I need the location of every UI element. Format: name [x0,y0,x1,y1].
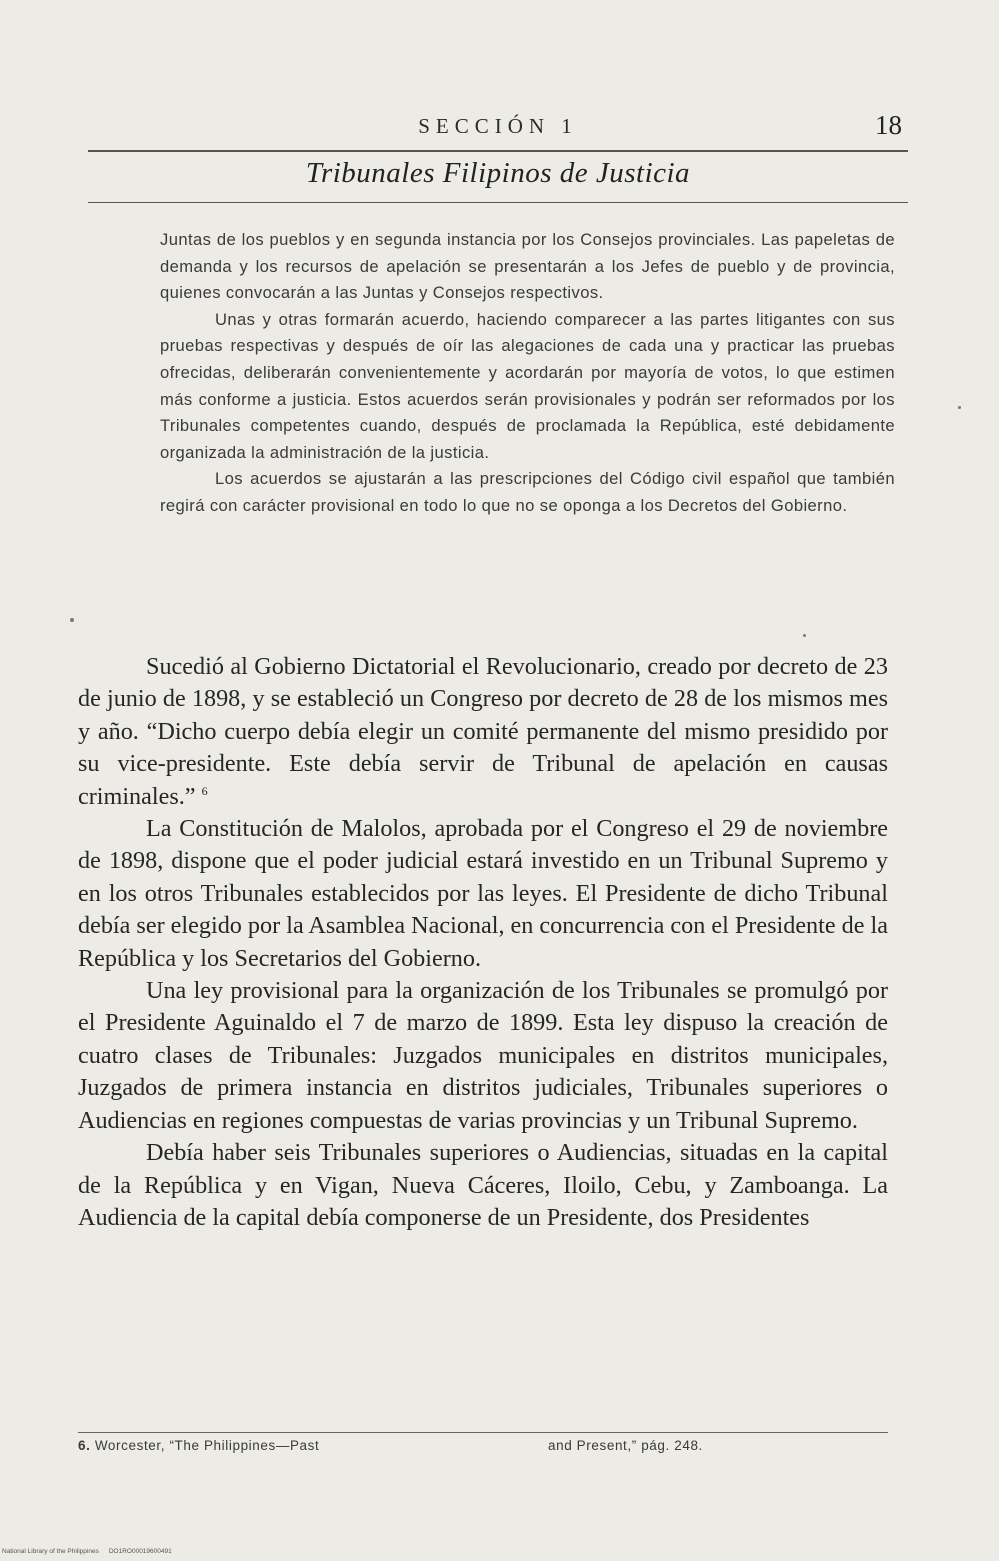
body-paragraph-2: La Constitución de Malolos, aprobada por el Congreso el 29 de noviembre de 1898, dispone que el poder judicial estará investido en un Tribunal Supremo y en los otros Tribunales establecidos por las leyes. El Presidente de dicho Tribunal debía ser elegido por la Asamblea Nacional, en concurrencia con el Presidente de la República y los Secretarios del Gobierno. [78,815,888,972]
body-paragraph-1-text: Sucedió al Gobierno Dictatorial el Revolucionario, creado por decreto de 23 de junio de 1898, y se estableció un Congreso por decreto de 28 de los mismos mes y año. “Dicho cuerpo debía elegir un comité permanente del mismo presidido por su vice-presidente. Este debía servir de Tribunal de apelación en causas criminales.” [78,653,888,810]
quote-paragraph-2: Unas y otras formarán acuerdo, haciendo comparecer a las partes litigantes con sus pruebas respectivas y después de oír las alegaciones de cada una y practicar las pruebas ofrecidas, deliberarán convenientemente y acordarán por mayoría de votos, lo que estimen más conforme a justicia. Estos acuerdos serán provisionales y podrán ser reformados por los Tribunales competentes cuando, después de proclamada la República, esté debidamente organizada la administración de la justicia. [160,309,895,462]
scan-speck [70,618,74,622]
footnote-rule [78,1432,888,1433]
quoted-decree-block [160,227,895,520]
quote-paragraph-1: Juntas de los pueblos y en segunda instancia por los Consejos provinciales. Las papeletas de demanda y los recursos de apelación se presentarán a los Jefes de pueblo y de provincia, quienes convocarán a las Juntas y Consejos respectivos. [160,230,895,303]
body-paragraph-1 [78,651,888,813]
scan-speck [803,634,806,637]
footnote-left [78,1438,548,1453]
footnote-reference[interactable]: 6 [201,783,208,798]
body-paragraph-3: Una ley provisional para la organización de los Tribunales se promulgó por el Presidente Aguinaldo el 7 de marzo de 1899. Esta ley dispuso la creación de cuatro clases de Tribunales: Juzgados municipales en distritos municipales, Juzgados de primera instancia en distritos judiciales, Tribunales superiores o Audiencias en regiones compuestas de varias provincias y un Tribunal Supremo. [78,977,888,1134]
scan-speck [958,406,961,409]
section-label: SECCIÓN 1 [418,114,578,138]
body-text [78,651,888,1234]
quote-paragraph-3: Los acuerdos se ajustarán a las prescripciones del Código civil español que también regirá con carácter provisional en todo lo que no se oponga a los Decretos del Gobierno. [160,469,895,515]
running-head [88,106,908,146]
header-rule-top [88,150,908,152]
footnote-number: 6. [78,1438,91,1453]
footnote-text-left: Worcester, “The Philippines—Past [94,1438,320,1453]
page-number: 18 [875,110,902,140]
page-subtitle: Tribunales Filipinos de Justicia [305,157,691,189]
document-id: DO1RO00019600491 [108,1548,172,1555]
header-rule-bottom [88,202,908,203]
library-credit [2,1548,172,1555]
footnote [78,1438,888,1453]
body-paragraph-4: Debía haber seis Tribunales superiores o Audiencias, situadas en la capital de la República y en Vigan, Nueva Cáceres, Iloilo, Cebu, y Zamboanga. La Audiencia de la capital debía componerse de un Presidente, dos Presidentes [78,1139,888,1231]
footnote-text-right: and Present,” pág. 248. [548,1438,703,1453]
library-name: National Library of the Philippines [2,1548,99,1555]
